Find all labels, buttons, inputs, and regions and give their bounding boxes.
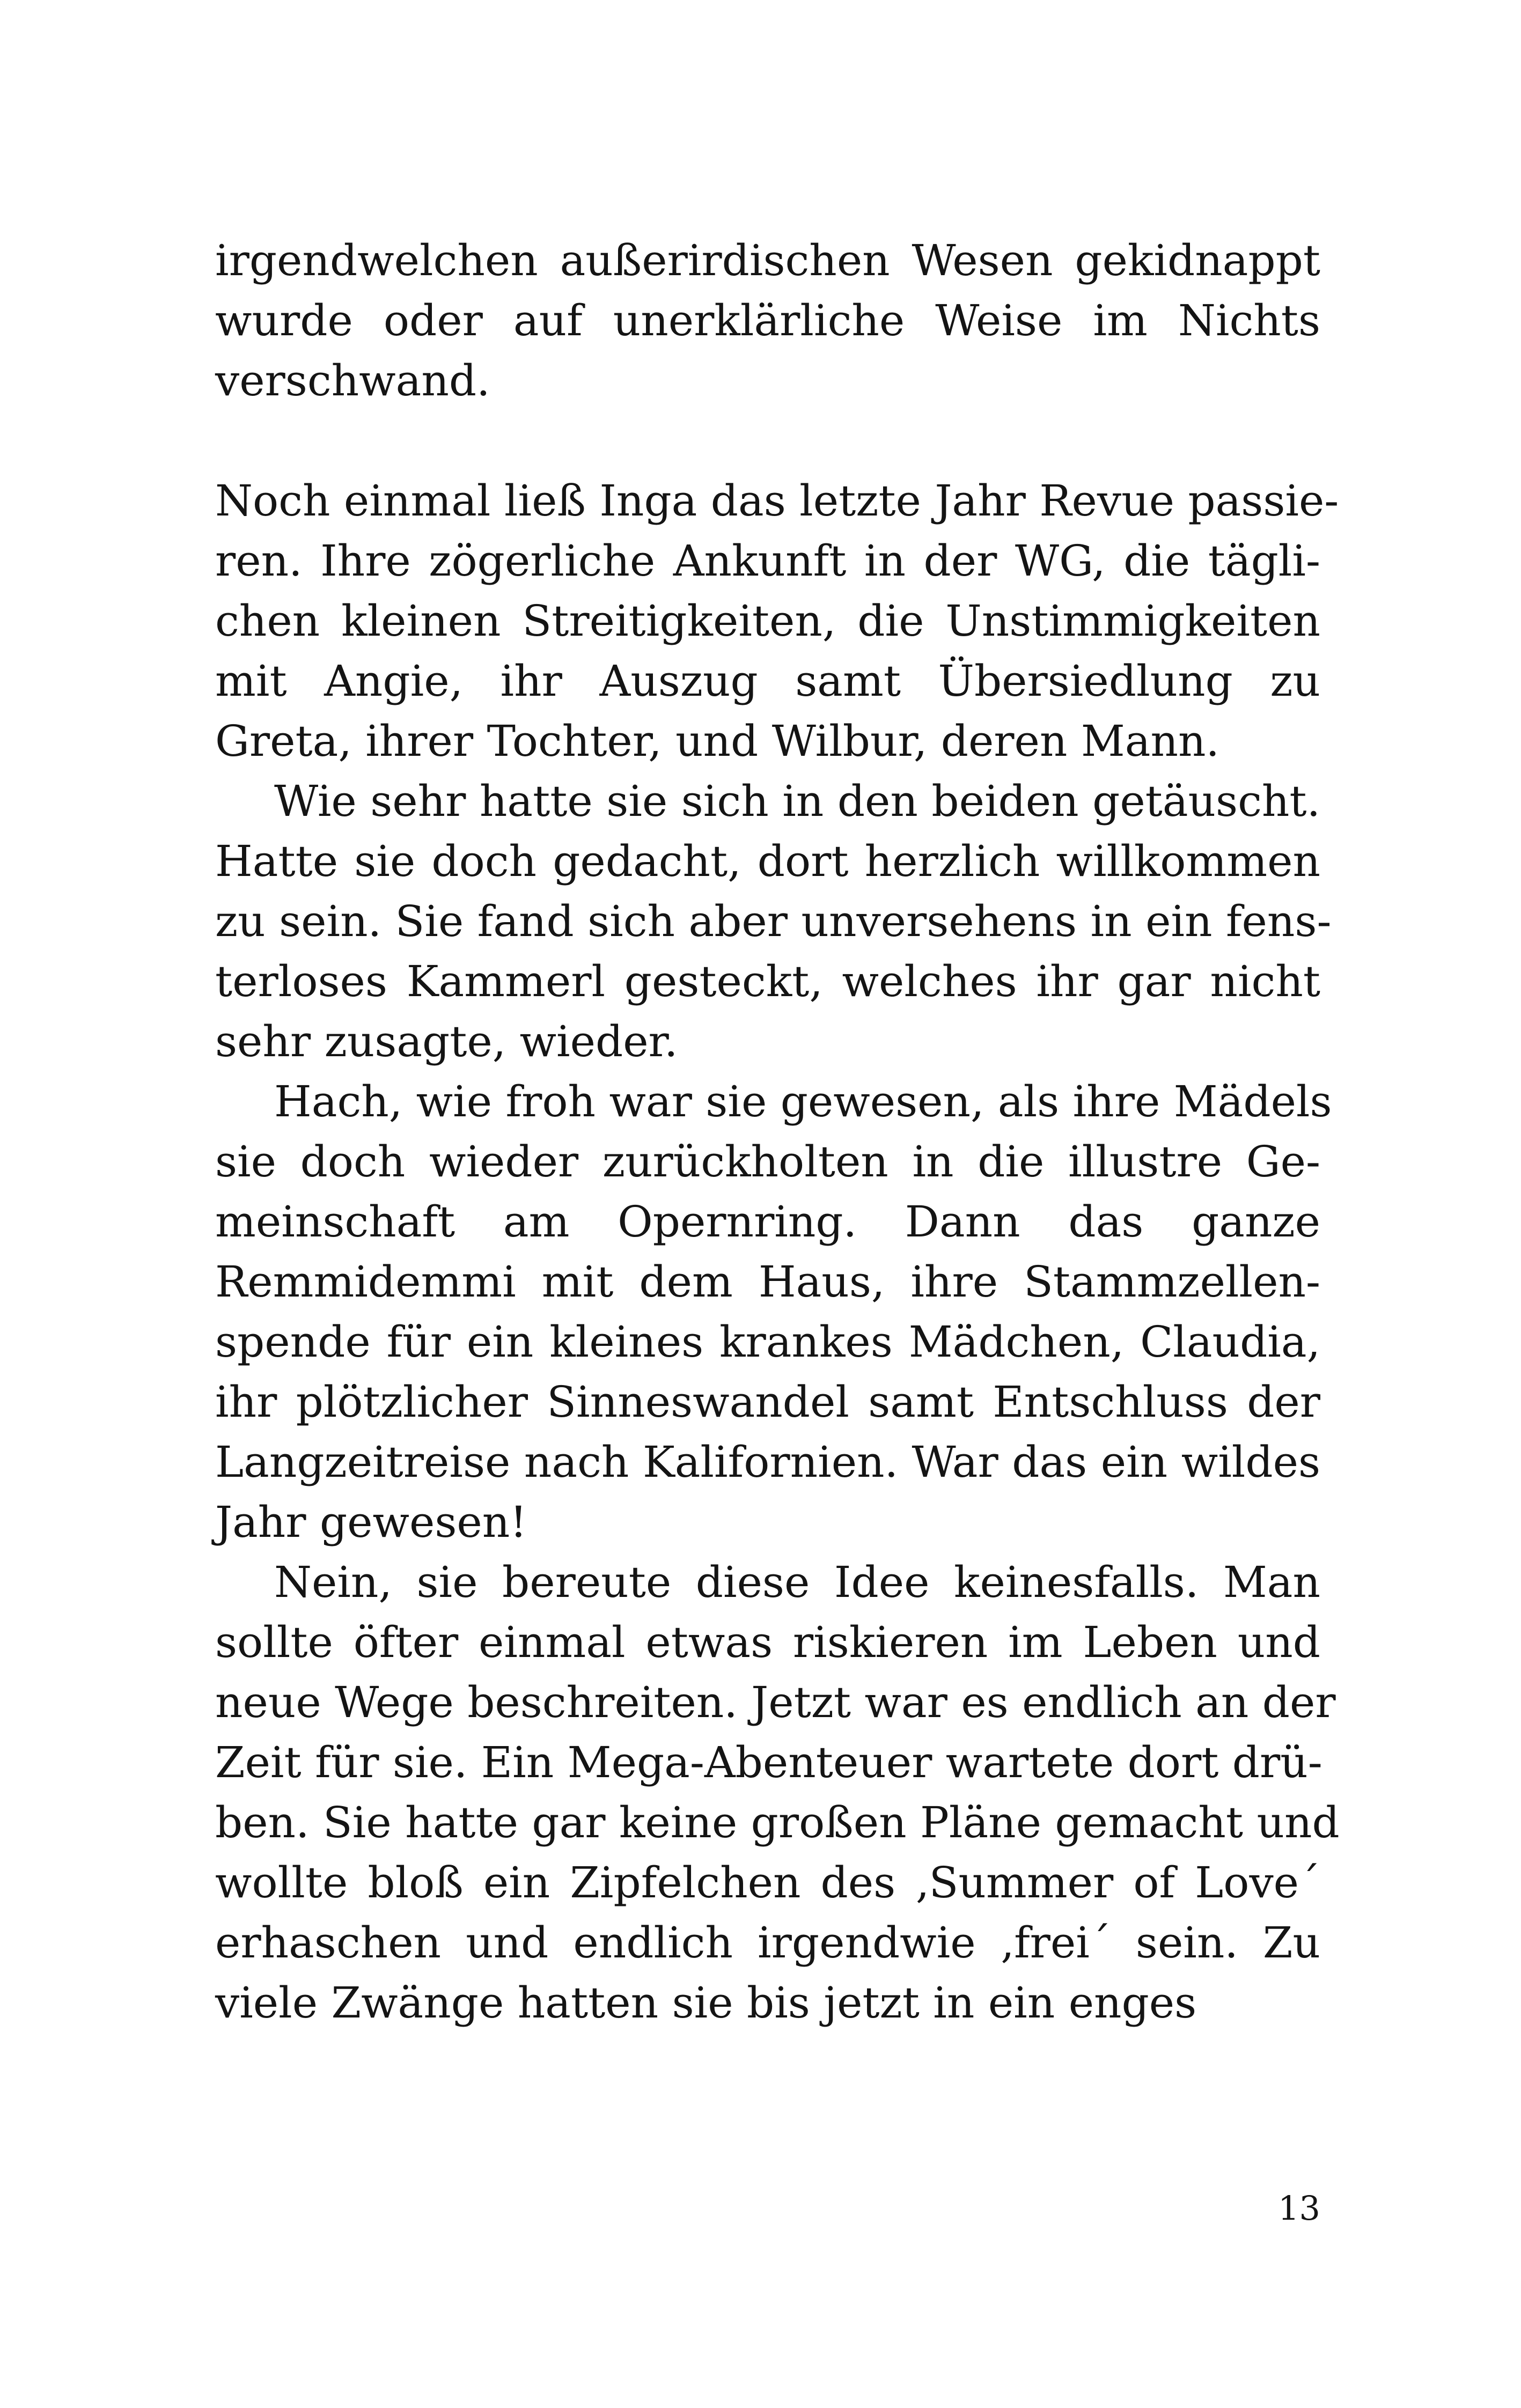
page-number: 13 [1278,2189,1320,2228]
text-line: spende für ein kleines krankes Mädchen, Claudia, [215,1317,1320,1367]
text-line: chen kleinen Streitigkeiten, die Unstimmigkeiten [215,596,1320,646]
text-line: wurde oder auf unerklärliche Weise im Nichts [215,296,1320,345]
body-text [215,231,1340,2033]
text-line: Noch einmal ließ Inga das letzte Jahr Revue passie- [215,476,1339,526]
text-line: Langzeitreise nach Kalifornien. War das ein wildes [215,1437,1320,1487]
paragraph [215,231,1320,411]
text-line: sollte öfter einmal etwas riskieren im Leben und [215,1617,1320,1667]
text-line: ren. Ihre zögerliche Ankunft in der WG, die tägli- [215,536,1320,586]
text-line: mit Angie, ihr Auszug samt Übersiedlung zu [215,656,1320,706]
text-line: erhaschen und endlich irgendwie ‚frei´ sein. Zu [215,1918,1320,1968]
paragraph [215,1552,1340,2033]
text-line: terloses Kammerl gesteckt, welches ihr gar nicht [215,956,1320,1006]
text-line: Nein, sie bereute diese Idee keinesfalls. Man [274,1557,1320,1607]
text-line: Greta, ihrer Tochter, und Wilbur, deren Mann. [215,716,1219,766]
paragraph [215,1072,1332,1552]
text-line: viele Zwänge hatten sie bis jetzt in ein enges [215,1978,1197,2028]
text-line: Remmidemmi mit dem Haus, ihre Stammzellen- [215,1257,1320,1307]
paragraph [215,771,1332,1072]
text-line: meinschaft am Opernring. Dann das ganze [215,1197,1320,1247]
paragraph [215,471,1339,771]
text-line: Wie sehr hatte sie sich in den beiden getäuscht. [274,776,1320,826]
text-line: Jahr gewesen! [215,1497,527,1547]
text-line: Zeit für sie. Ein Mega-Abenteuer wartete dort drü- [215,1737,1322,1787]
text-line: Hach, wie froh war sie gewesen, als ihre Mädels [274,1077,1332,1126]
text-line: zu sein. Sie fand sich aber unversehens in ein fens- [215,896,1332,946]
text-line: sehr zusagte, wieder. [215,1017,678,1066]
text-line: wollte bloß ein Zipfelchen des ‚Summer of Love´ [215,1858,1320,1908]
text-line: ben. Sie hatte gar keine großen Pläne gemacht und [215,1798,1340,1847]
text-line: Hatte sie doch gedacht, dort herzlich willkommen [215,836,1320,886]
text-line: neue Wege beschreiten. Jetzt war es endlich an der [215,1677,1336,1727]
text-line: verschwand. [215,356,490,406]
text-line: sie doch wieder zurückholten in die illustre Ge- [215,1137,1320,1187]
text-line: irgendwelchen außerirdischen Wesen gekidnappt [215,235,1320,285]
text-line: ihr plötzlicher Sinneswandel samt Entschluss der [215,1377,1320,1427]
paragraph-gap [215,411,1320,471]
